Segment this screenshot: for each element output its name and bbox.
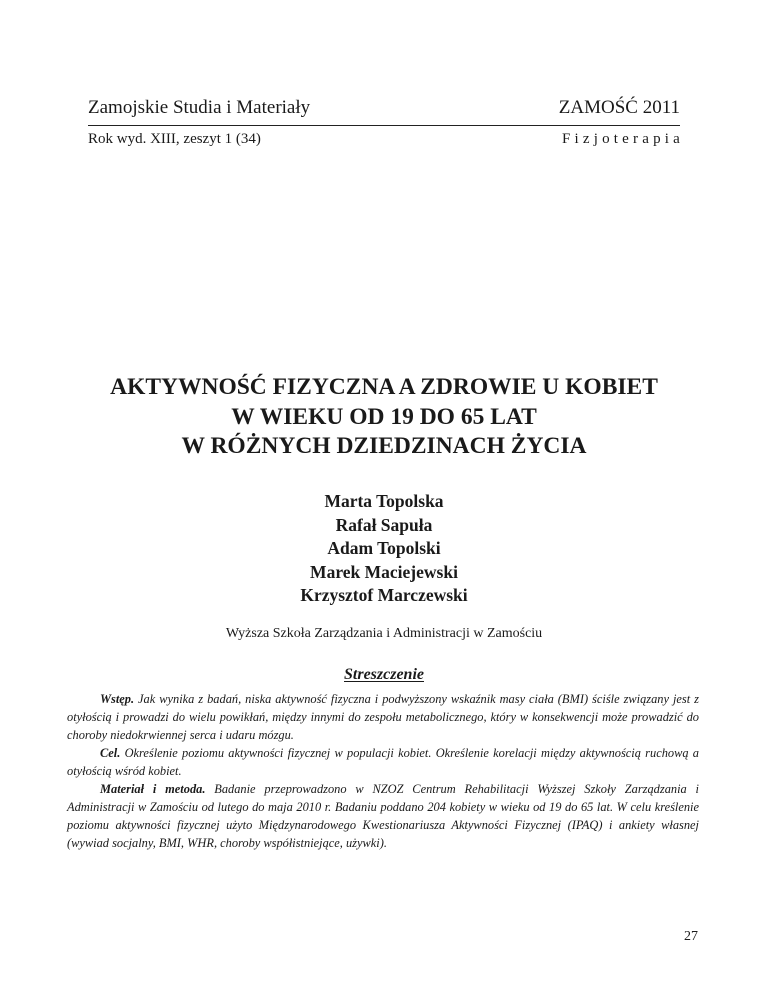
abstract-paragraph	[67, 690, 699, 744]
author-name: Marek Maciejewski	[310, 561, 458, 582]
running-subheader	[88, 131, 684, 155]
header-rule	[88, 125, 680, 126]
author-name: Rafał Sapuła	[335, 514, 433, 535]
abstract-body	[67, 690, 699, 852]
running-header	[88, 97, 680, 127]
paragraph-label: Materiał i metoda.	[100, 782, 206, 796]
title-line: AKTYWNOŚĆ FIZYCZNA A ZDROWIE U KOBIET	[110, 374, 658, 400]
abstract-paragraph	[67, 744, 699, 780]
section-name: Fizjoterapia	[561, 131, 684, 147]
paragraph-label: Cel.	[100, 746, 121, 760]
author-name: Marta Topolska	[324, 491, 444, 511]
title-line: W RÓŻNYCH DZIEDZINACH ŻYCIA	[181, 433, 587, 459]
author-list	[184, 490, 584, 608]
paragraph-text: Badanie przeprowadzono w NZOZ Centrum Rehabilitacji Wyższej Szkoły Zarządzania i Administracji w Zamościu od lutego do maja 2010 r. Badaniu poddano 204 kobiety w wieku od 19 do 65 lat. W celu kreślenie poziomu aktywności fizycznej użyto Międzynarodowego Kwestionariusza Aktywności Fizycznej (IPAQ) i ankiety własnej (wywiad socjalny, BMI, WHR, choroby współistniejące, używki).	[67, 782, 699, 850]
publication-place-year: ZAMOŚĆ 2011	[558, 97, 680, 118]
paragraph-text: Określenie poziomu aktywności fizycznej w populacji kobiet. Określenie korelacji między aktywnością ruchową a otyłością wśród kobiet.	[67, 746, 699, 778]
title-line: W WIEKU OD 19 DO 65 LAT	[231, 403, 537, 430]
abstract-heading: Streszczenie	[344, 666, 424, 683]
paragraph-label: Wstęp.	[100, 692, 135, 706]
author-name: Krzysztof Marczewski	[300, 585, 468, 605]
abstract-paragraph	[67, 780, 699, 852]
paragraph-text: Jak wynika z badań, niska aktywność fizyczna i podwyższony wskaźnik masy ciała (BMI) ściśle związany jest z otyłością i prowadzi do wielu powikłań, między innymi do zespołu metabolicznego, który w konsekwencji może prowadzić do choroby niedokrwiennej serca i udaru mózgu.	[67, 692, 699, 742]
affiliation: Wyższa Szkoła Zarządzania i Administracji w Zamościu	[225, 626, 543, 641]
issue-info: Rok wyd. XIII, zeszyt 1 (34)	[88, 131, 261, 147]
journal-name: Zamojskie Studia i Materiały	[88, 97, 311, 118]
author-name: Adam Topolski	[327, 538, 441, 558]
page-number: 27	[684, 929, 698, 944]
article-title	[40, 373, 728, 462]
